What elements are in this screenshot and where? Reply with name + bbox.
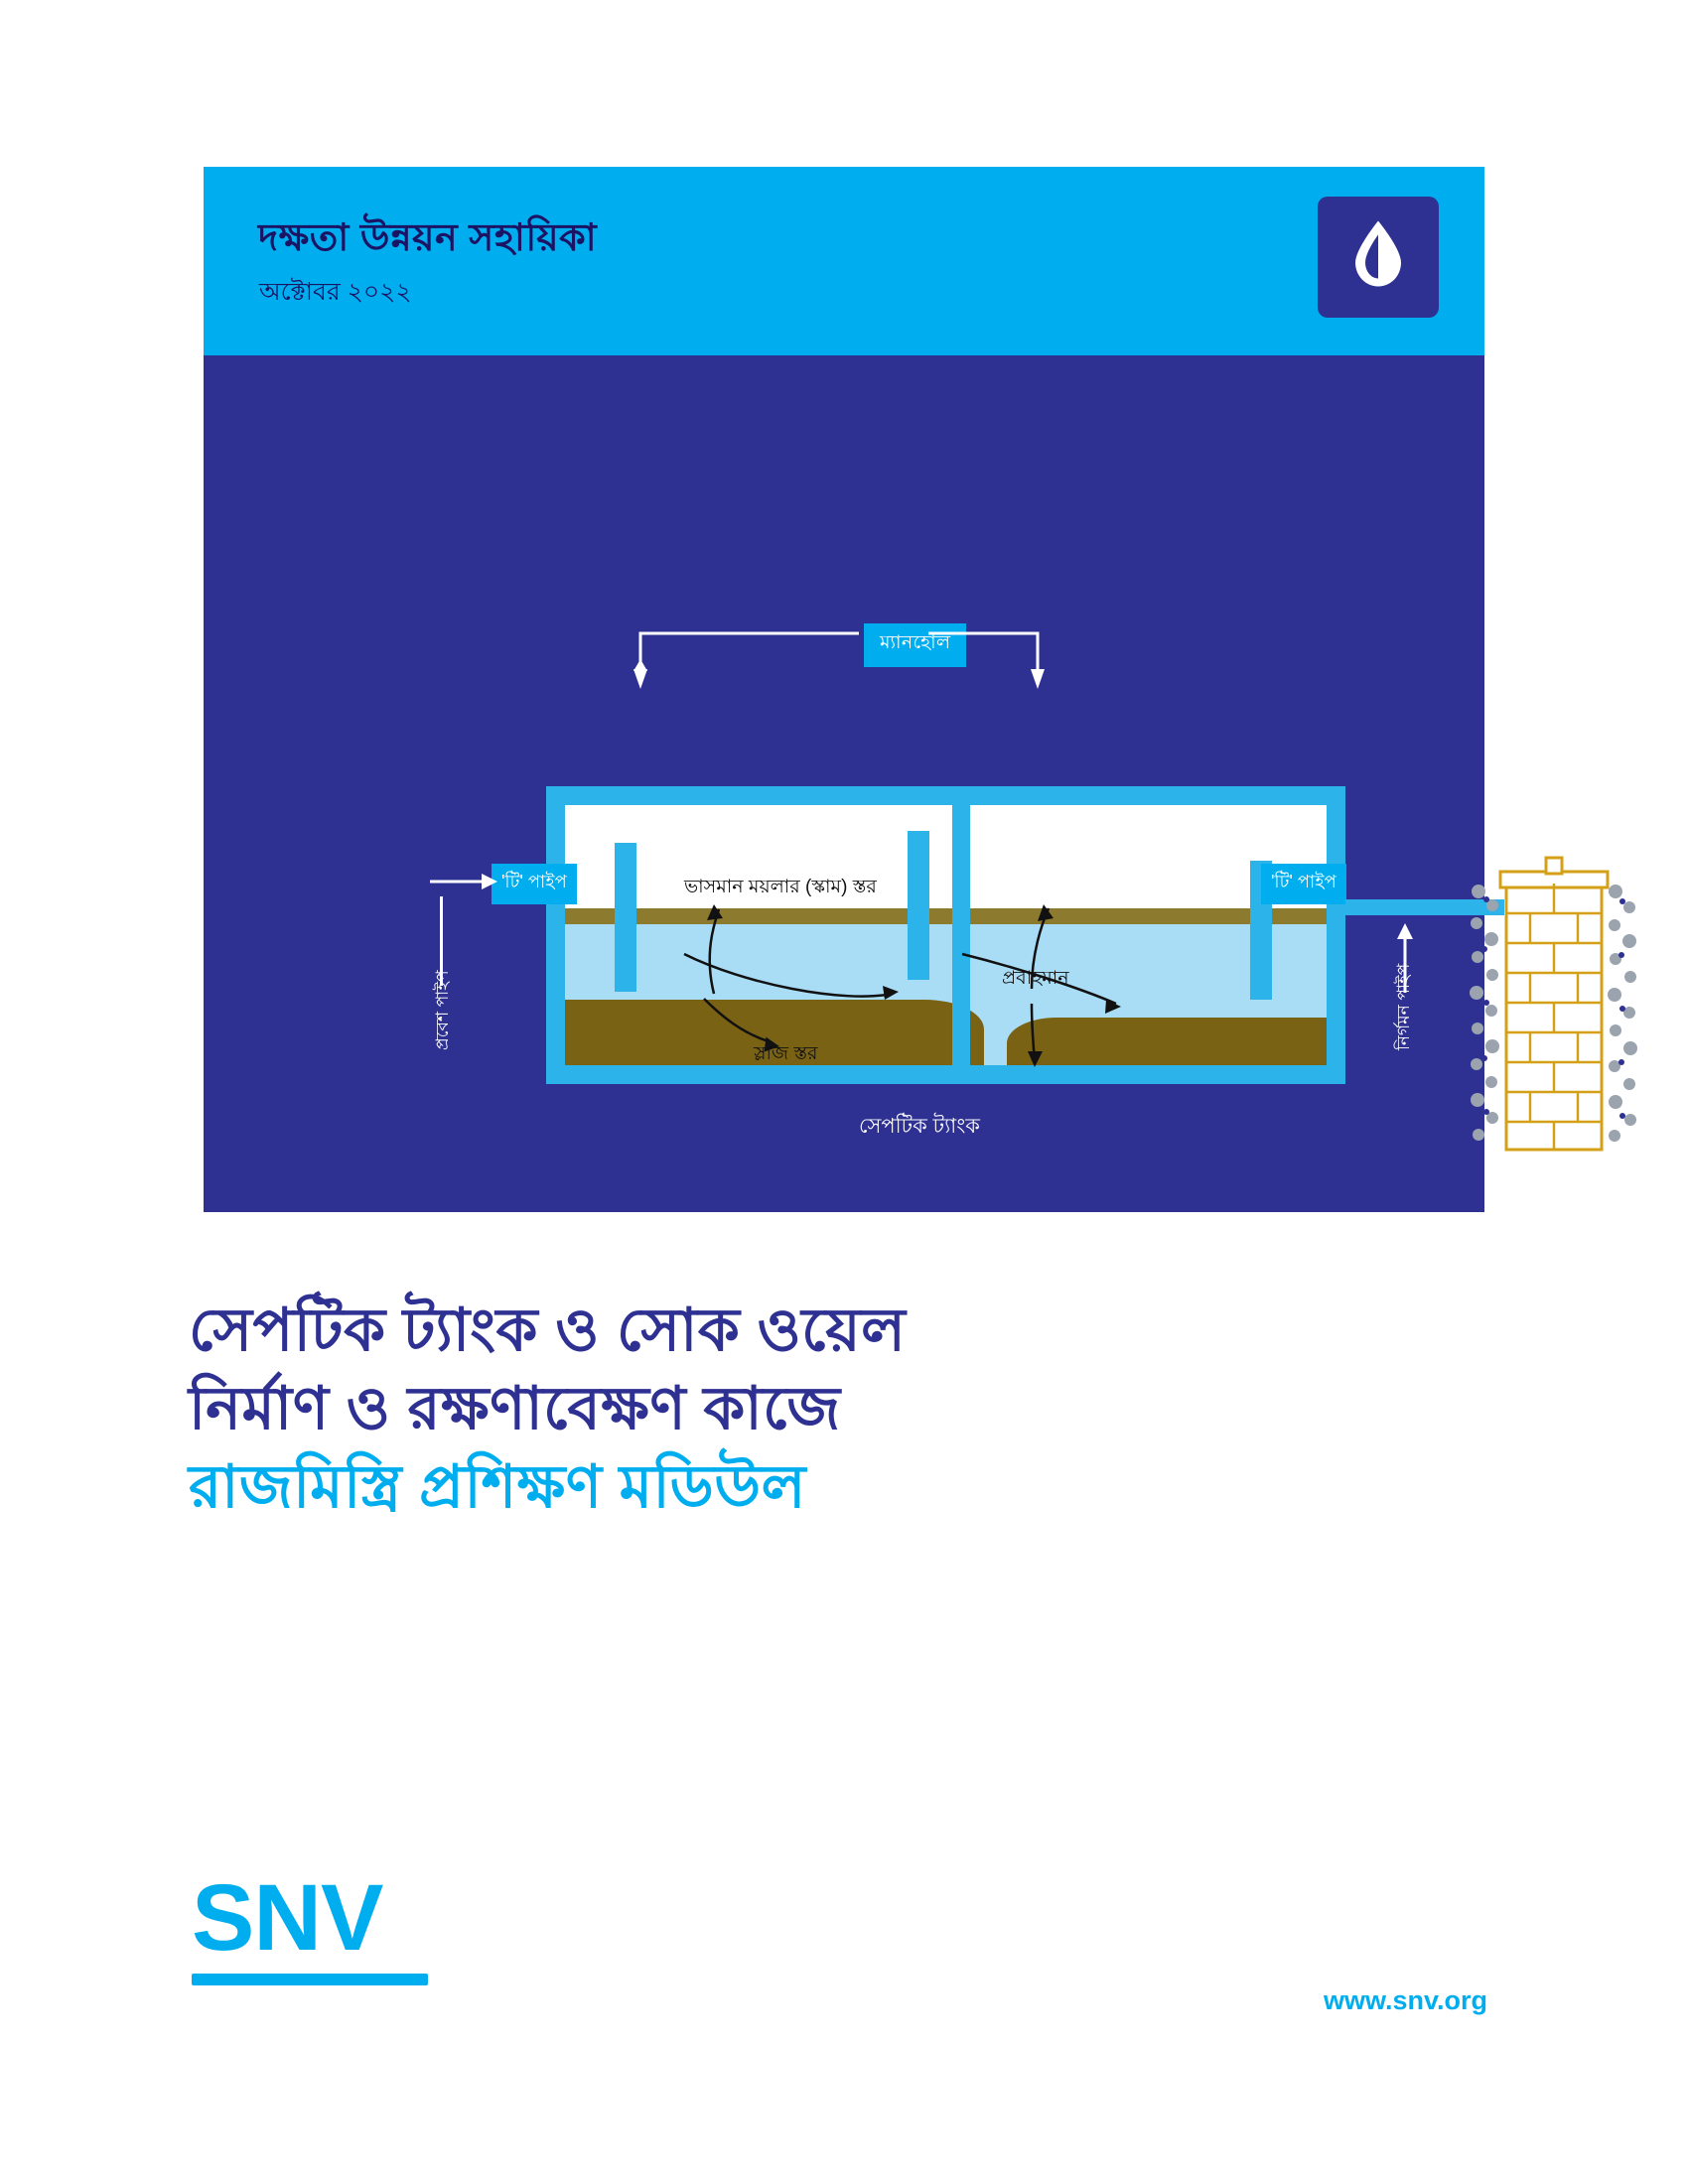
soak-well-illustration <box>1465 832 1643 1160</box>
cover-title-line-3: রাজমিস্ত্রি প্রশিক্ষণ মডিউল <box>189 1453 806 1521</box>
snv-underline <box>192 1974 428 1985</box>
tee-pipe-left-arrow <box>430 852 499 901</box>
cover-illustration <box>204 355 1595 1212</box>
label-flow: প্রবাহমান <box>1002 968 1069 989</box>
label-outlet-pipe: নির্গমন পাইপ <box>1394 963 1413 1050</box>
water-drop-icon <box>1349 219 1407 296</box>
snv-logo <box>192 1865 428 1985</box>
cover-title-block <box>189 1291 1499 1527</box>
label-tee-pipe-right: 'টি' পাইপ <box>1261 864 1346 904</box>
manhole-leader-lines <box>631 612 1048 760</box>
page-title: দক্ষতা উন্নয়ন সহায়িকা <box>258 217 598 259</box>
septic-tank-body <box>546 786 1345 1084</box>
publication-date: অক্টোবর ২০২২ <box>259 278 412 306</box>
label-inlet-pipe: প্রবেশ পাইপ <box>433 970 452 1050</box>
website-url[interactable]: www.snv.org <box>1323 1985 1487 2015</box>
cover-title-line-1: সেপটিক ট্যাংক ও সোক ওয়েল <box>189 1297 907 1363</box>
caption-septic-tank: সেপটিক ট্যাংক <box>859 1115 980 1138</box>
snv-wordmark: SNV <box>192 1865 383 1971</box>
label-tee-pipe-left: 'টি' পাইপ <box>492 864 577 904</box>
cover-card <box>204 167 1595 1212</box>
flow-arrows <box>565 805 1364 1103</box>
snv-drop-logo-badge <box>1318 197 1439 318</box>
label-sludge-layer: স্লাজ স্তর <box>754 1043 818 1064</box>
label-scum-layer: ভাসমান ময়লার (স্কাম) স্তর <box>684 877 877 897</box>
label-manhole: ম্যানহোল <box>864 623 966 667</box>
cover-header <box>204 167 1484 355</box>
cover-title-line-2: নির্মাণ ও রক্ষণাবেক্ষণ কাজে <box>189 1375 841 1442</box>
caption-soak-well: সোক ওয়েল <box>1494 1174 1595 1197</box>
